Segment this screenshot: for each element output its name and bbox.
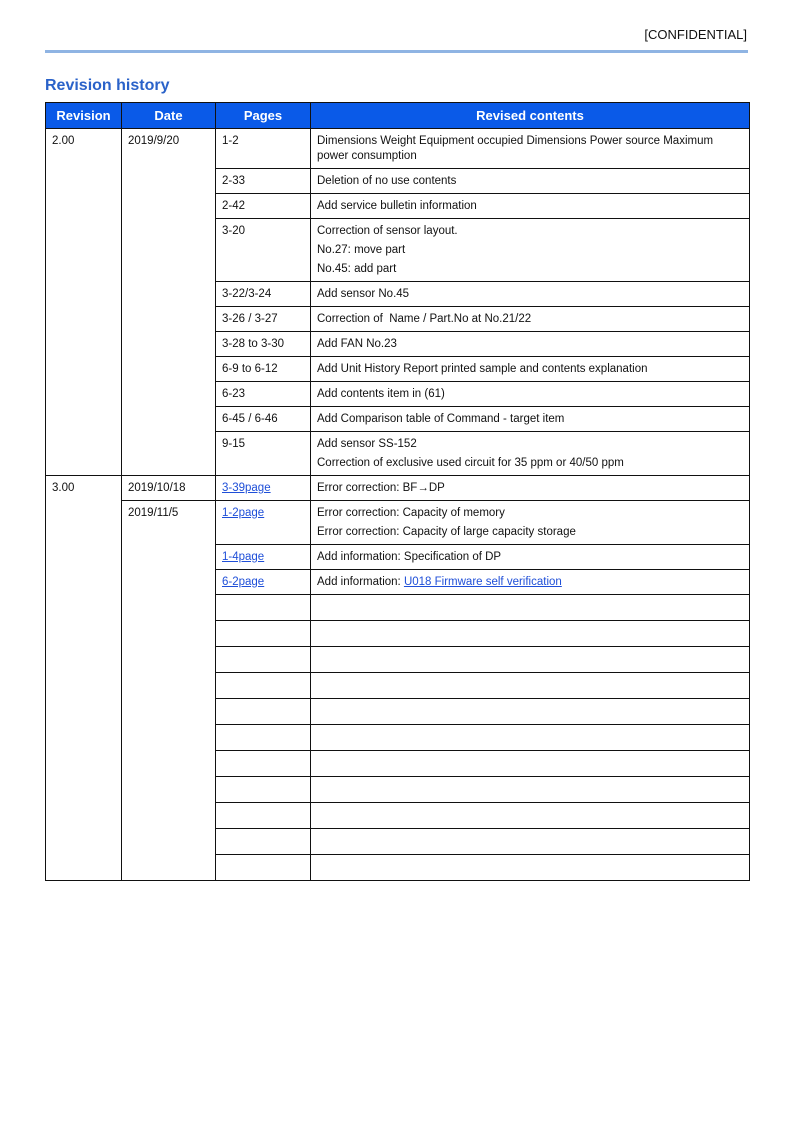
contents-line: Add information: Specification of DP	[317, 551, 502, 563]
table-row	[46, 501, 750, 545]
firmware-verification-link[interactable]: U018 Firmware self verification	[403, 576, 562, 588]
header-divider	[45, 50, 748, 53]
contents-line	[317, 575, 743, 590]
contents-cell	[311, 169, 750, 194]
contents-cell	[311, 777, 750, 803]
contents-line: Error correction: Capacity of large capacity storage	[317, 526, 576, 538]
page-link[interactable]: 3-39page	[222, 482, 271, 494]
contents-line: Error correction: Capacity of memory	[317, 507, 505, 519]
contents-line: No.45: add part	[317, 263, 397, 275]
contents-cell	[311, 673, 750, 699]
page-link[interactable]: 6-2page	[222, 576, 265, 588]
pages-cell: 9-15	[216, 432, 311, 476]
contents-cell	[311, 219, 750, 282]
contents-line: Add service bulletin information	[317, 200, 477, 212]
contents-cell	[311, 803, 750, 829]
contents-cell	[311, 307, 750, 332]
contents-cell	[311, 621, 750, 647]
revision-cell: 3.00	[46, 476, 122, 881]
pages-cell: 2-33	[216, 169, 311, 194]
contents-cell	[311, 699, 750, 725]
contents-line: Add FAN No.23	[317, 338, 397, 350]
contents-cell	[311, 382, 750, 407]
contents-line: Dimensions Weight Equipment occupied Dimensions Power source Maximum power consumption	[317, 135, 714, 162]
date-cell: 2019/11/5	[122, 501, 216, 881]
pages-cell	[216, 751, 311, 777]
contents-line: Deletion of no use contents	[317, 175, 457, 187]
contents-cell	[311, 751, 750, 777]
contents-line: Add contents item in (61)	[317, 388, 445, 400]
pages-cell	[216, 501, 311, 545]
contents-line: Add sensor SS-152	[317, 438, 417, 450]
pages-cell	[216, 647, 311, 673]
table-row	[46, 129, 750, 169]
pages-cell	[216, 699, 311, 725]
contents-cell	[311, 570, 750, 595]
pages-cell: 2-42	[216, 194, 311, 219]
contents-prefix: Add information:	[317, 576, 404, 588]
contents-cell	[311, 194, 750, 219]
revision-table	[45, 102, 750, 881]
pages-cell	[216, 476, 311, 501]
contents-cell	[311, 407, 750, 432]
pages-cell: 6-9 to 6-12	[216, 357, 311, 382]
pages-cell	[216, 855, 311, 881]
contents-cell	[311, 282, 750, 307]
page-link[interactable]: 1-2page	[222, 507, 265, 519]
confidential-label: [CONFIDENTIAL]	[644, 27, 747, 42]
pages-cell	[216, 725, 311, 751]
column-header-contents: Revised contents	[311, 103, 750, 129]
contents-cell	[311, 129, 750, 169]
contents-cell	[311, 332, 750, 357]
date-cell: 2019/10/18	[122, 476, 216, 501]
pages-cell: 3-26 / 3-27	[216, 307, 311, 332]
contents-line: Correction of exclusive used circuit for 35 ppm or 40/50 ppm	[317, 457, 624, 469]
pages-cell: 3-28 to 3-30	[216, 332, 311, 357]
column-header-revision: Revision	[46, 103, 122, 129]
contents-line: Correction of Name / Part.No at No.21/22	[317, 313, 532, 325]
pages-cell	[216, 829, 311, 855]
pages-cell: 6-23	[216, 382, 311, 407]
contents-cell	[311, 829, 750, 855]
contents-cell	[311, 725, 750, 751]
contents-cell	[311, 647, 750, 673]
pages-cell	[216, 673, 311, 699]
contents-cell	[311, 545, 750, 570]
contents-line: Add Comparison table of Command - target item	[317, 413, 565, 425]
pages-cell: 3-22/3-24	[216, 282, 311, 307]
revision-cell: 2.00	[46, 129, 122, 476]
pages-cell	[216, 777, 311, 803]
contents-cell	[311, 501, 750, 545]
column-header-date: Date	[122, 103, 216, 129]
contents-line: No.27: move part	[317, 244, 406, 256]
column-header-pages: Pages	[216, 103, 311, 129]
pages-cell	[216, 803, 311, 829]
pages-cell	[216, 545, 311, 570]
contents-cell	[311, 432, 750, 476]
contents-line: Add sensor No.45	[317, 288, 410, 300]
pages-cell	[216, 621, 311, 647]
pages-cell: 6-45 / 6-46	[216, 407, 311, 432]
contents-line: Add Unit History Report printed sample and contents explanation	[317, 363, 648, 375]
table-row	[46, 476, 750, 501]
contents-cell	[311, 357, 750, 382]
date-cell: 2019/9/20	[122, 129, 216, 476]
table-header-row	[46, 103, 750, 129]
pages-cell: 3-20	[216, 219, 311, 282]
pages-cell	[216, 570, 311, 595]
contents-cell	[311, 855, 750, 881]
contents-cell	[311, 595, 750, 621]
pages-cell: 1-2	[216, 129, 311, 169]
contents-cell	[311, 476, 750, 501]
section-title: Revision history	[45, 77, 170, 94]
pages-cell	[216, 595, 311, 621]
contents-line: Correction of sensor layout.	[317, 225, 458, 237]
contents-line: Error correction: BF→DP	[317, 482, 445, 494]
page-link[interactable]: 1-4page	[222, 551, 265, 563]
